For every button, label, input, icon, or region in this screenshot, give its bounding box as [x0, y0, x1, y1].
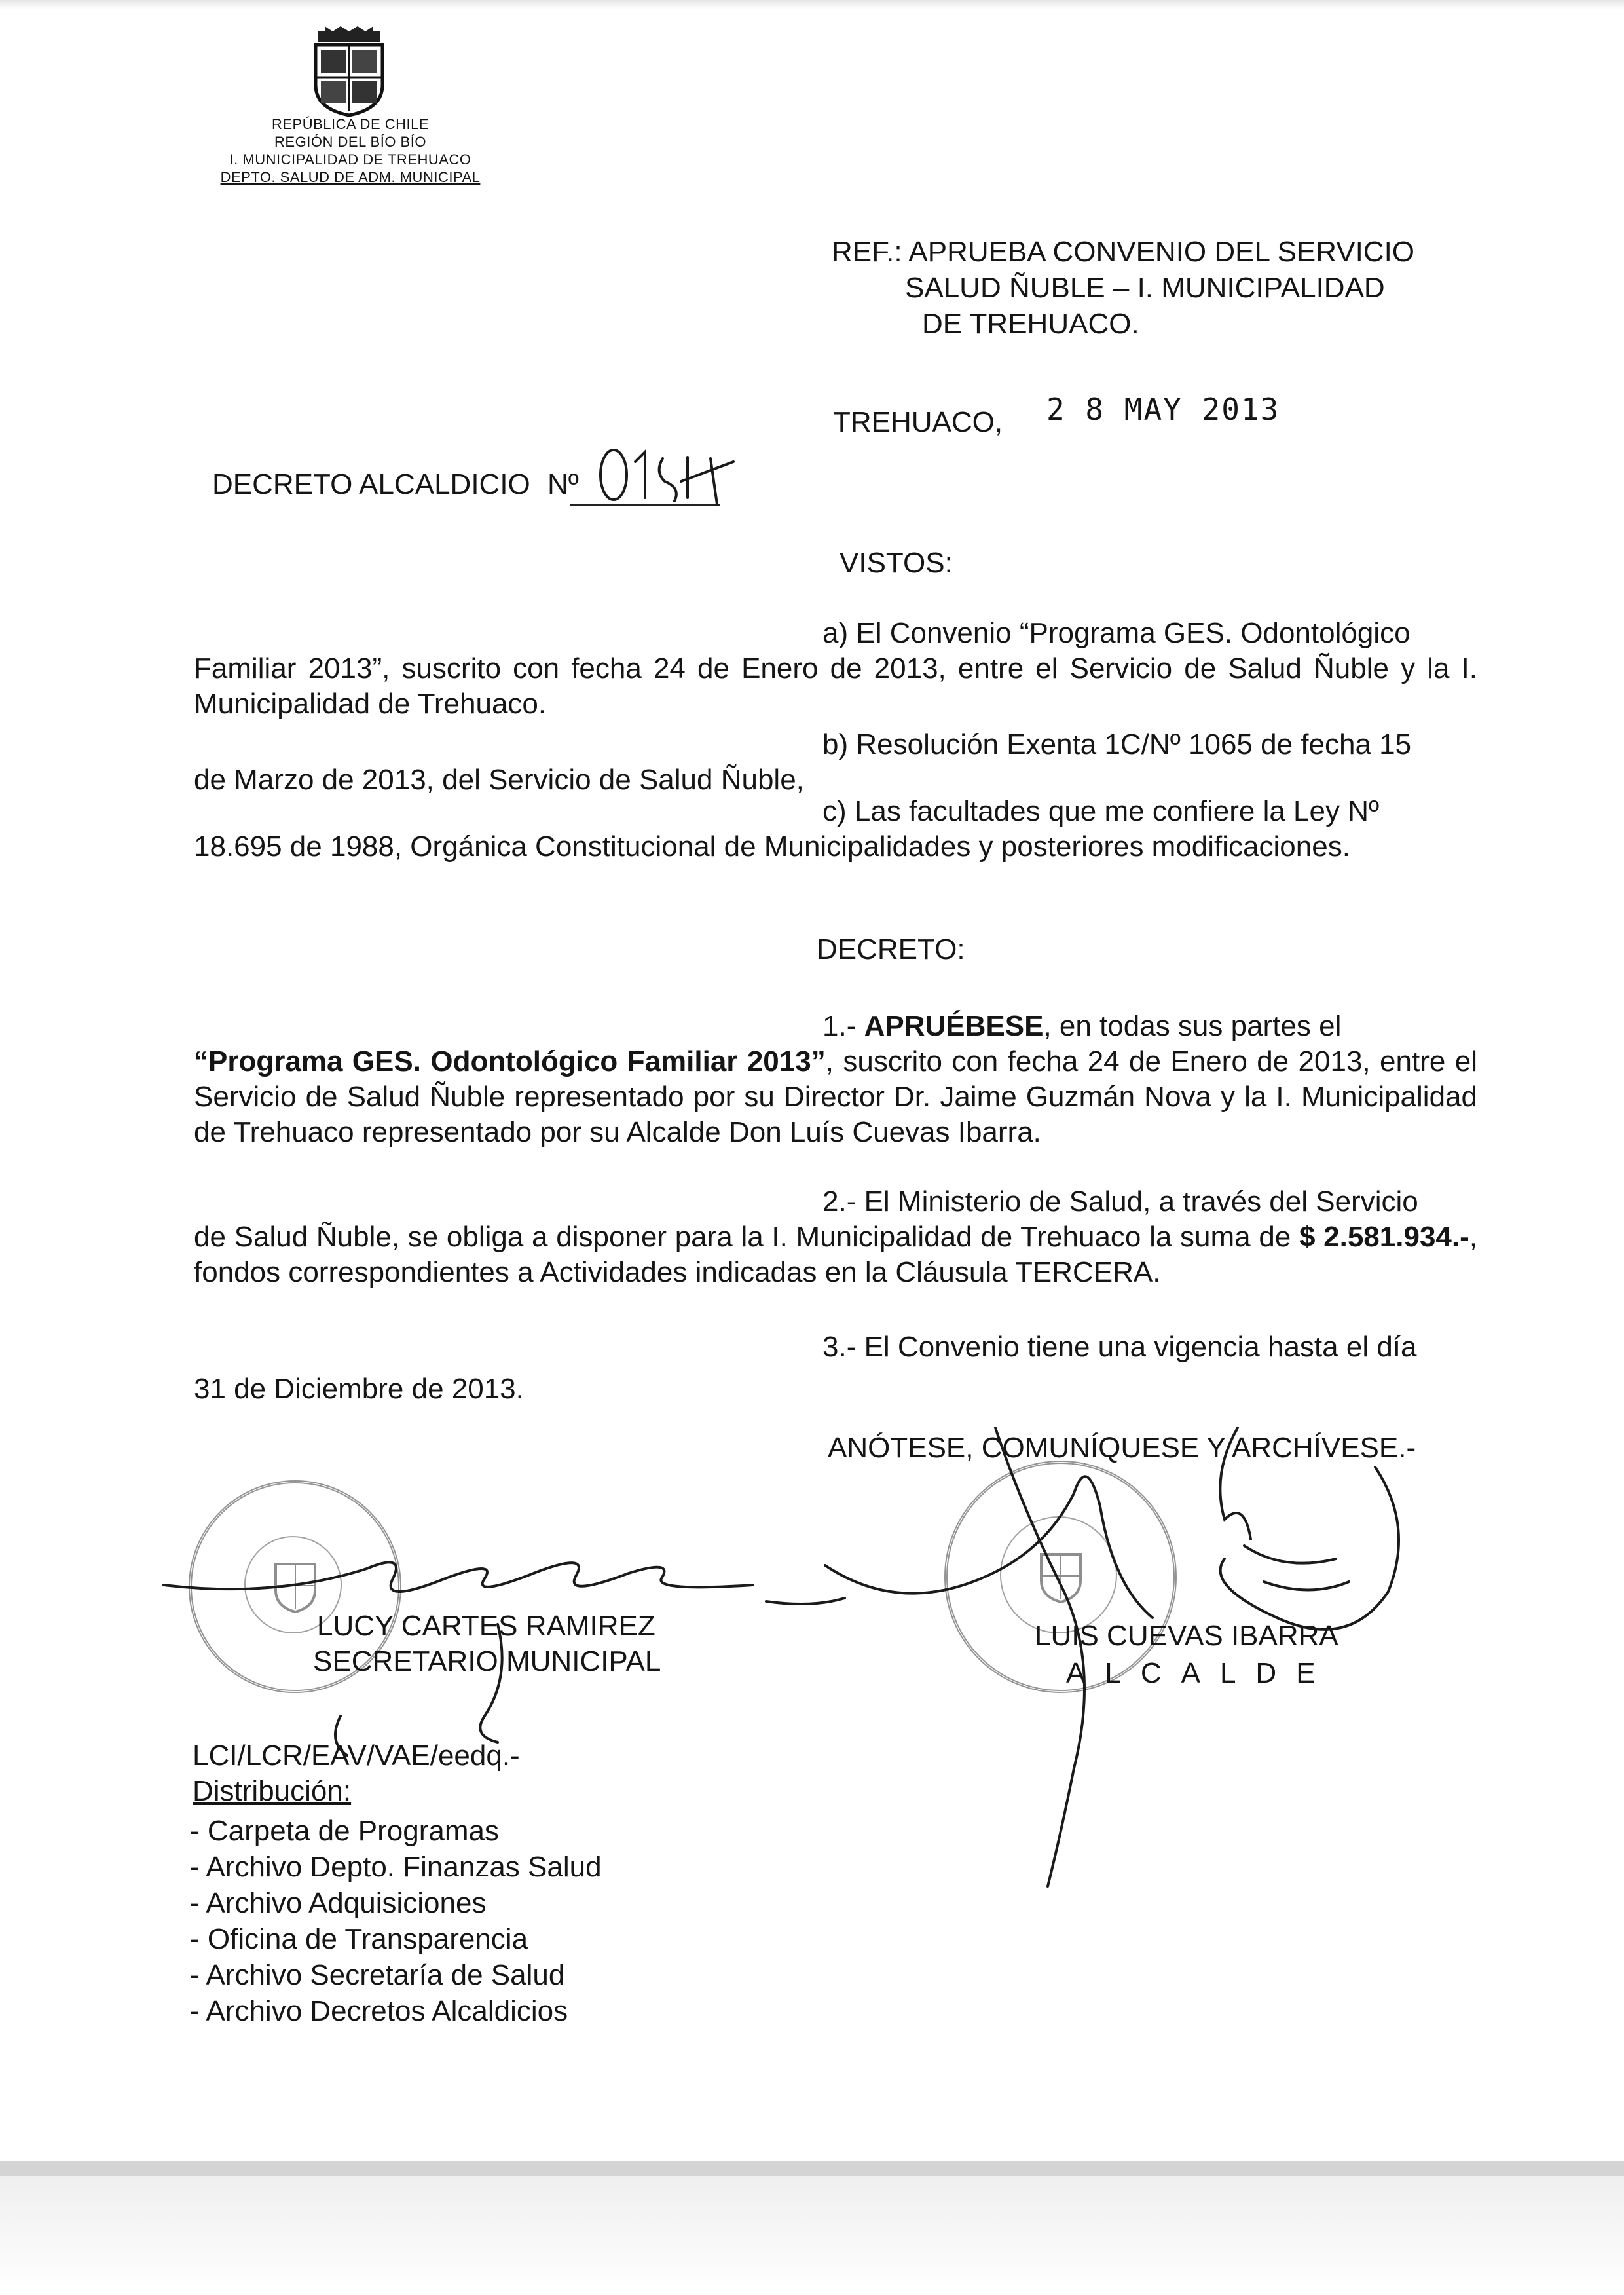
header-country: REPÚBLICA DE CHILE [271, 116, 430, 132]
vistos-b-lead: b) Resolución Exenta 1C/Nº 1065 de fecha 15 [822, 728, 1412, 760]
decreto-title: DECRETO: [817, 933, 965, 965]
decree-number-underline [570, 504, 720, 506]
item-3 [194, 1330, 1477, 1407]
item-1-body-text: , suscrito con fecha 24 de Enero de 2013, entre el Servicio de Salud Ñuble representado por su Director Dr. Jaime Guzmán Nova y la I. Municipalidad de Trehuaco representado por su Alcalde Don Luís Cuevas Ibarra. [194, 1045, 1477, 1148]
header-department: DEPTO. SALUD DE ADM. MUNICIPAL [220, 169, 481, 185]
municipal-crest-icon [306, 25, 392, 117]
distribution-title: Distribución: [193, 1775, 352, 1807]
distribution-item: - Archivo Adquisiciones [190, 1887, 487, 1919]
vistos-a [194, 616, 1477, 722]
vistos-a-lead: a) El Convenio “Programa GES. Odontológico [822, 617, 1411, 649]
closing-phrase: ANÓTESE, COMUNÍQUESE Y ARCHÍVESE.- [828, 1432, 1416, 1464]
item-2 [194, 1184, 1477, 1290]
distribution-item: - Archivo Depto. Finanzas Salud [190, 1851, 602, 1883]
item-2-body-1: de Salud Ñuble, se obliga a disponer para la I. Municipalidad de Trehuaco la suma de [194, 1221, 1299, 1253]
item-1-number: 1.- [822, 1010, 857, 1042]
item-2-body [194, 1220, 1477, 1290]
vistos-c [194, 794, 1477, 865]
vistos-c-body: 18.695 de 1988, Orgánica Constitucional de Municipalidades y posteriores modificaciones. [194, 830, 1350, 863]
seal-shield-icon [272, 1561, 318, 1613]
place: TREHUACO, [833, 406, 1003, 438]
distribution-item: - Archivo Secretaría de Salud [190, 1959, 565, 1991]
header-region: REGIÓN DEL BÍO BÍO [274, 134, 426, 150]
ref-line-1: REF.: APRUEBA CONVENIO DEL SERVICIO [832, 236, 1415, 268]
seal-shield-icon [1038, 1551, 1084, 1603]
distribution-list [190, 1813, 602, 2029]
initials: LCI/LCR/EAV/VAE/eedq.- [193, 1740, 520, 1772]
distribution-item: - Archivo Decretos Alcaldicios [190, 1995, 568, 2027]
item-1-lead [194, 1009, 1477, 1044]
item-2-lead: 2.- El Ministerio de Salud, a través del Servicio [822, 1185, 1418, 1218]
item-1-body [194, 1044, 1477, 1150]
secretary-title: SECRETARIO MUNICIPAL [313, 1645, 661, 1677]
scan-margin-bottom [0, 2176, 1624, 2295]
ref-line-2: SALUD ÑUBLE – I. MUNICIPALIDAD [905, 272, 1385, 304]
item-3-lead: 3.- El Convenio tiene una vigencia hasta el día [822, 1331, 1417, 1363]
vistos-b [194, 727, 1477, 798]
item-1-program-name: “Programa GES. Odontológico Familiar 2013” [194, 1045, 826, 1077]
vistos-c-lead: c) Las facultades que me confiere la Ley Nº [822, 795, 1380, 827]
decree-label-text: DECRETO ALCALDICIO [212, 468, 530, 500]
scan-edge-bottom [0, 2161, 1624, 2176]
ref-line-3: DE TREHUACO. [922, 308, 1139, 340]
decree-number-prefix: Nº [547, 468, 579, 500]
item-2-body-2: , fondos correspondientes a Actividades indicadas en la Cláusula TERCERA. [194, 1221, 1477, 1288]
item-1-lead-rest: , en todas sus partes el [1043, 1010, 1342, 1042]
distribution-item: - Oficina de Transparencia [190, 1923, 528, 1955]
vistos-b-body: de Marzo de 2013, del Servicio de Salud Ñuble, [194, 764, 804, 796]
mayor-name: LUIS CUEVAS IBARRA [1035, 1620, 1338, 1652]
item-2-amount: $ 2.581.934.- [1299, 1221, 1469, 1253]
vistos-a-body: Familiar 2013”, suscrito con fecha 24 de Enero de 2013, entre el Servicio de Salud Ñuble y la I. Municipalidad de Trehuaco. [194, 652, 1477, 720]
item-3-body: 31 de Diciembre de 2013. [194, 1373, 524, 1405]
distribution-item: - Carpeta de Programas [190, 1815, 499, 1847]
secretary-name: LUCY CARTES RAMIREZ [317, 1610, 655, 1642]
item-1-verb: APRUÉBESE [864, 1010, 1044, 1042]
handwritten-decree-number [600, 450, 733, 504]
header-municipality: I. MUNICIPALIDAD DE TREHUACO [229, 151, 471, 168]
item-1 [194, 1009, 1477, 1150]
decree-label [212, 468, 579, 501]
date-stamp: 2 8 MAY 2013 [1046, 392, 1280, 427]
mayor-title: ALCALDE [1066, 1657, 1335, 1689]
scan-edge-top [0, 0, 1624, 9]
vistos-title: VISTOS: [840, 547, 953, 579]
